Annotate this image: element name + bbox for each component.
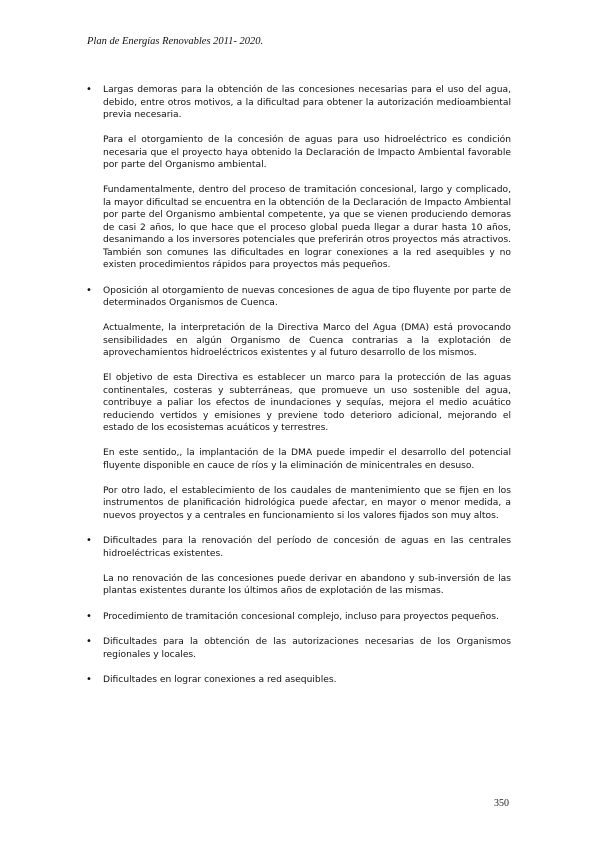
list-item <box>86 535 511 598</box>
list-item <box>86 674 511 687</box>
paragraph: Dificultades en lograr conexiones a red asequibles. <box>103 675 337 685</box>
page-number: 350 <box>494 798 509 809</box>
paragraph: Dificultades para la renovación del período de concesión de aguas en las centrales hidroeléctricas existentes. <box>103 536 511 559</box>
paragraph: Dificultades para la obtención de las autorizaciones necesarias de los Organismos regionales y locales. <box>103 637 511 660</box>
bullet-icon: • <box>86 636 92 647</box>
paragraph: En este sentido,, la implantación de la DMA puede impedir el desarrollo del potencial fluyente disponible en cauce de ríos y la eliminación de minicentrales en desuso. <box>103 448 511 471</box>
paragraph: Actualmente, la interpretación de la Directiva Marco del Agua (DMA) está provocando sensibilidades en algún Organismo de Cuenca contrarias a la explotación de aprovechamientos hidroeléctricos existentes y al futuro desarrollo de los mismos. <box>103 323 511 358</box>
list-item <box>86 84 511 272</box>
list-item <box>86 636 511 661</box>
bullet-icon: • <box>86 674 92 685</box>
bullet-icon: • <box>86 84 92 95</box>
paragraph: La no renovación de las concesiones puede derivar en abandono y sub-inversión de las plantas existentes durante los últimos años de explotación de las mismas. <box>103 573 511 596</box>
list-item <box>86 285 511 523</box>
paragraph: Largas demoras para la obtención de las concesiones necesarias para el uso del agua, debido, entre otros motivos, a la dificultad para obtener la autorización medioambiental previa necesaria. <box>103 85 511 120</box>
bullet-icon: • <box>86 284 92 296</box>
document-header: Plan de Energías Renovables 2011- 2020. <box>87 36 264 47</box>
paragraph: Por otro lado, el establecimiento de los caudales de mantenimiento que se fijen en los instrumentos de planificación hidrológica puede afectar, en mayor o menor medida, a nuevos proyectos y a centrales en funcionamiento si los valores fijados son muy altos. <box>103 485 511 521</box>
list-item <box>86 611 511 624</box>
document-body <box>86 84 511 700</box>
paragraph: Procedimiento de tramitación concesional complejo, incluso para proyectos pequeños. <box>103 611 499 622</box>
paragraph: El objetivo de esta Directiva es establecer un marco para la protección de las aguas continentales, costeras y subterráneas, que promueve un uso sostenible del agua, contribuye a paliar los efectos de inundaciones y sequías, mejora el medio acuático reduciendo vertidos y emisiones y previene todo deterioro adicional, mejorando el estado de los ecosistemas acuáticos y terrestres. <box>103 373 511 433</box>
paragraph: Fundamentalmente, dentro del proceso de tramitación concesional, largo y complicado, la mayor dificultad se encuentra en la obtención de la Declaración de Impacto Ambiental por parte del Organismo ambiental competente, ya que se vienen produciendo demoras de casi 2 años, lo que hace que el proceso global pueda llegar a durar hasta 10 años, desanimando a los inversores potenciales que preferirán otros proyectos más atractivos. También son comunes las dificultades en lograr conexiones a la red asequibles y no existen procedimientos rápidos para proyectos más pequeños. <box>103 185 511 270</box>
paragraph: Oposición al otorgamiento de nuevas concesiones de agua de tipo fluyente por parte de determinados Organismos de Cuenca. <box>103 285 511 308</box>
bullet-icon: • <box>86 610 92 622</box>
paragraph: Para el otorgamiento de la concesión de aguas para uso hidroeléctrico es condición necesaria que el proyecto haya obtenido la Declaración de Impacto Ambiental favorable por parte del Organismo ambiental. <box>103 135 511 170</box>
bullet-icon: • <box>86 535 92 546</box>
